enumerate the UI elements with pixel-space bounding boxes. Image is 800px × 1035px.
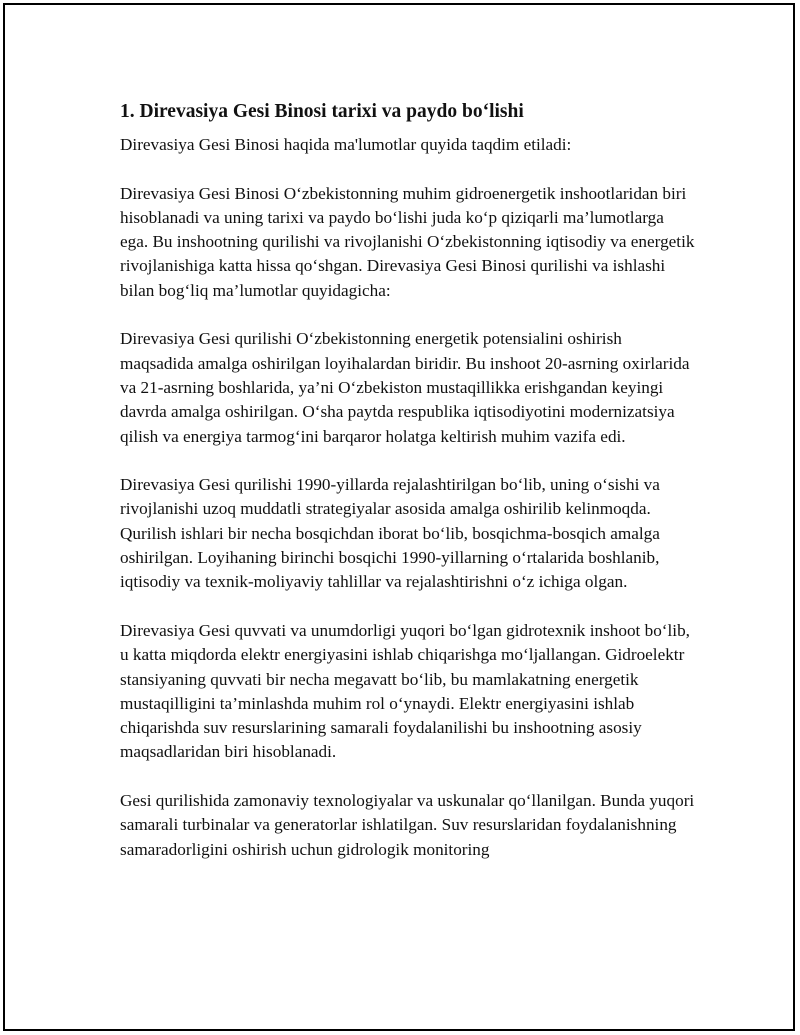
paragraph-technology: Gesi qurilishida zamonaviy texnologiyalar va uskunalar qo‘llanilgan. Bunda yuqori samarali turbinalar va generatorlar ishlatilgan. Suv resurslaridan foydalanishning samaradorligini oshirish uchun gidrologik monitoring — [120, 791, 695, 859]
paragraph-construction-stages: Direvasiya Gesi qurilishi 1990-yillarda rejalashtirilgan bo‘lib, uning o‘sishi va rivojlanishi uzoq muddatli strategiyalar asosida amalga oshirilib kelinmoqda. Qurilish ishlari bir necha bosqichdan iborat bo‘lib, bosqichma-bosqich amalga oshirilgan. Loyihaning birinchi bosqichi 1990-yillarning o‘rtalarida boshlanib, iqtisodiy va texnik-moliyaviy tahlillar va rejalashtirishni o‘z ichiga olgan. — [120, 475, 660, 592]
page-frame — [3, 3, 795, 1031]
intro-paragraph: Direvasiya Gesi Binosi haqida ma'lumotlar quyida taqdim etiladi: — [120, 135, 572, 154]
paragraph-construction-purpose: Direvasiya Gesi qurilishi O‘zbekistonning energetik potensialini oshirish maqsadida amalga oshirilgan loyihalardan biridir. Bu inshoot 20-asrning oxirlarida va 21-asrning boshlarida, ya’ni O‘zbekiston mustaqillikka erishgandan keyingi davrda amalga oshirilgan. O‘sha paytda respublika iqtisodiyotini modernizatsiya qilish va energiya tarmog‘ini barqaror holatga keltirish muhim vazifa edi. — [120, 329, 690, 446]
paragraph-capacity: Direvasiya Gesi quvvati va unumdorligi yuqori bo‘lgan gidrotexnik inshoot bo‘lib, u katta miqdorda elektr energiyasini ishlab chiqarishga mo‘ljallangan. Gidroelektr stansiyaning quvvati bir necha megavatt bo‘lib, bu mamlakatning energetik mustaqilligini ta’minlashda muhim rol o‘ynaydi. Elektr energiyasini ishlab chiqarishda suv resurslarining samarali foydalanilishi bu inshootning asosiy maqsadlaridan biri hisoblanadi. — [120, 620, 690, 762]
paragraph-history: Direvasiya Gesi Binosi O‘zbekistonning muhim gidroenergetik inshootlaridan biri hisoblanadi va uning tarixi va paydo bo‘lishi juda ko‘p qiziqarli ma’lumotlarga ega. Bu inshootning qurilishi va rivojlanishi O‘zbekistonning iqtisodiy va energetik rivojlanishiga katta hissa qo‘shgan. Direvasiya Gesi Binosi qurilishi va ishlashi bilan bog‘liq ma’lumotlar quyidagicha: — [120, 183, 695, 300]
document-body — [120, 99, 695, 886]
section-heading: 1. Direvasiya Gesi Binosi tarixi va paydo bo‘lishi — [120, 101, 524, 122]
